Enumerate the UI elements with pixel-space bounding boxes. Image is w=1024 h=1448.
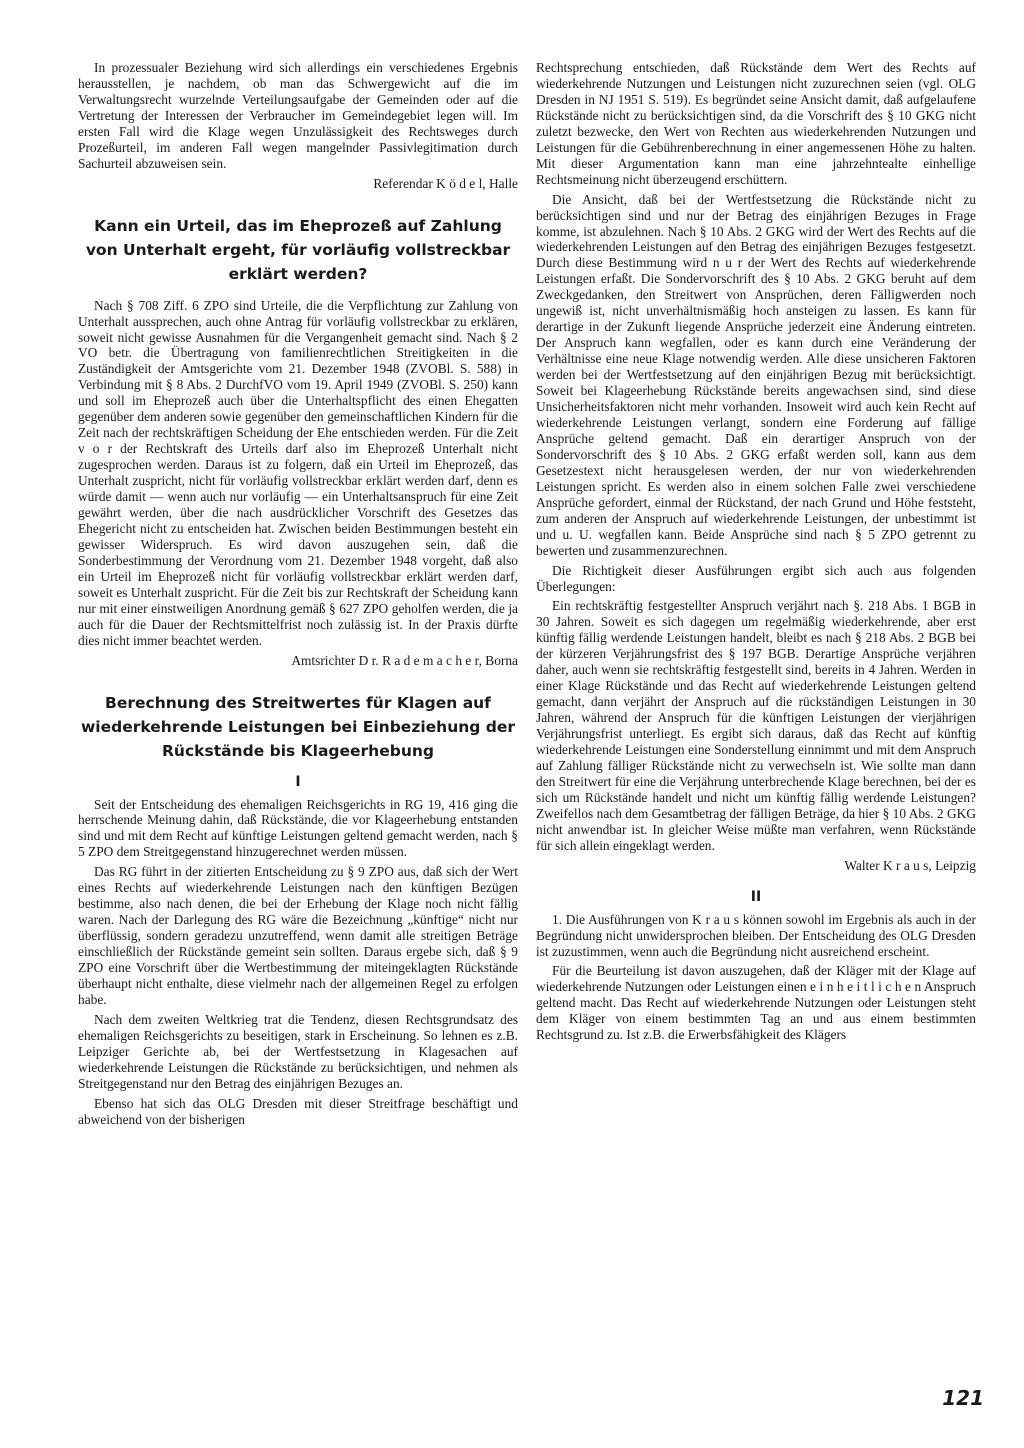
page-number: 121 (942, 1386, 984, 1410)
article-heading: Kann ein Urteil, das im Eheprozeß auf Zahlung von Unterhalt ergeht, für vorläufig vollstreckbar erklärt werden? (85, 216, 511, 283)
author-signature: Referendar K ö d e l, Halle (373, 175, 518, 191)
right-column (536, 60, 976, 1128)
paragraph: Die Ansicht, daß bei der Wertfestsetzung die Rückstände nicht zu berücksichtigen sind und nur der Betrag des einjährigen Bezuges in Frage komme, ist abzulehnen. Nach § 10 Abs. 2 GKG wird der Wert des Rechts auf die wiederkehrenden Leistungen auf den Betrag des einjährigen Bezuges festgesetzt. Durch diese Bestimmung wird n u r der Wert des Rechts auf wiederkehrende Leistungen erfaßt. Die Sondervorschrift des § 10 Abs. 2 GKG beruht auf dem Zweckgedanken, den Streitwert von Ansprüchen, deren Fälligwerden noch ungewiß ist, nicht unverhältnismäßig hoch ansteigen zu lassen. Es kann für derartige in der Zukunft liegende Ansprüche jederzeit eine Änderung eintreten. Der Anspruch kann wegfallen, oder es kann durch eine Veränderung der Verhältnisse eine neue Klage notwendig werden. Alle diese unsicheren Faktoren werden bei der Wertfestsetzung auf den einjährigen Bezug mit berücksichtigt. Soweit bei Klageerhebung Rückstände bereits angewachsen sind, sind diese Unsicherheitsfaktoren nicht mehr vorhanden. Insoweit wird auch kein Recht auf wiederkehrende Leistungen verlangt, sondern eine Forderung auf fällige Ansprüche geltend gemacht. Daß ein derartiger Anspruch von der Sondervorschrift des § 10 Abs. 2 GKG erfaßt werden soll, kann aus dem Gesetzestext nicht herausgelesen werden, der nur von wiederkehrenden Leistungen spricht. Es werden also in einem solchen Falle zwei verschiedene Ansprüche gefordert, einmal der Rückstand, der nach Grund und Höhe feststeht, zum anderen der Anspruch auf wiederkehrende Leistungen, der unbestimmt ist und u. U. wegfallen kann. Beide Ansprüche sind nach § 5 ZPO getrennt zu bewerten und zusammenzurechnen. (536, 191, 976, 558)
paragraph: Für die Beurteilung ist davon auszugehen, daß der Kläger mit der Klage auf wiederkehrende Nutzungen oder Leistungen einen e i n h e i t l i c h e n Anspruch geltend macht. Das Recht auf wiederkehrende Nutzungen oder Leistungen steht dem Kläger von einem bestimmten Tag an und aus einem bestimmten Rechtsgrund zu. Ist z.B. die Erwerbsfähigkeit des Klägers (536, 963, 976, 1043)
paragraph: Nach dem zweiten Weltkrieg trat die Tendenz, diesen Rechtsgrundsatz des ehemaligen Reichsgerichts zu beseitigen, stark in Erscheinung. So lehnen es z.B. Leipziger Gerichte ab, bei der Wertfestsetzung in Klagesachen auf wiederkehrende Leistungen die Rückstände zu berücksichtigen, und nehmen als Streitgegenstand nur den Betrag des einjährigen Bezuges an. (78, 1011, 518, 1091)
paragraph: Nach § 708 Ziff. 6 ZPO sind Urteile, die die Verpflichtung zur Zahlung von Unterhalt aussprechen, auch ohne Antrag für vorläufig vollstreckbar zu erklären, soweit nicht gewisse Ausnahmen für die Vergangenheit gemacht sind. Nach § 2 VO betr. die Übertragung von familienrechtlichen Streitigkeiten in die Zuständigkeit der Amtsgerichte vom 21. Dezember 1948 (ZVOBl. S. 588) in Verbindung mit § 8 Abs. 2 DurchfVO vom 19. April 1949 (ZVOBl. S. 250) kann und soll im Eheprozeß auch über die Unterhaltspflicht des einen Ehegatten gegenüber dem anderen sowie gegenüber den gemeinschaftlichen Kindern für die Zeit nach der rechtskräftigen Scheidung der Ehe entschieden werden. Für die Zeit v o r der Rechtskraft des Urteils darf also im Eheprozeß Unterhalt nicht zugesprochen werden. Daraus ist zu folgern, daß ein Urteil im Eheprozeß, das Unterhalt zuspricht, nicht für vorläufig vollstreckbar erklärt werden darf, denn es würde damit — wenn auch nur vorläufig — ein Unterhaltsanspruch für eine Zeit gewährt werden, über die nach ausdrücklicher Vorschrift des Gesetzes das Ehegericht nicht zu entscheiden hat. Zwischen beiden Bestimmungen besteht ein gewisser Widerspruch. Es wird davon auszugehen sein, daß die Sonderbestimmung der Verordnung vom 21. Dezember 1948 vorgeht, daß also ein Urteil im Eheprozeß nicht für vorläufig vollstreckbar erklärt werden darf, soweit es Unterhalt zuspricht. Für die Zeit bis zur Rechtskraft der Scheidung kann nur mit einer einstweiligen Anordnung gemäß § 627 ZPO geholfen werden, die ja auch für die Dauer der Rechtsmittelfrist noch zulässig ist. In der Praxis dürfte dies nicht immer beachtet werden. (78, 297, 518, 648)
paragraph: In prozessualer Beziehung wird sich allerdings ein verschiedenes Ergebnis herausstellen, je nachdem, ob man das Schwergewicht auf die im Verwaltungsrecht wurzelnde Verteilungsaufgabe der Gemeinden oder auf die Vertretung der Interessen der Verbraucher im Gemeindegebiet legen will. Im ersten Fall wird die Klage wegen Unzulässigkeit des Rechtsweges durch Prozeßurteil, im anderen Fall wegen mangelnder Passivlegitimation durch Sachurteil abzuweisen sein. (78, 60, 518, 171)
author-signature: Amtsrichter D r. R a d e m a c h e r, Borna (291, 652, 518, 668)
paragraph: Das RG führt in der zitierten Entscheidung zu § 9 ZPO aus, daß sich der Wert eines Rechts auf wiederkehrende Leistungen nach den künftigen Bezügen bestimme, also nach denen, die bei der Erhebung der Klage noch nicht fällig waren. Nach der Darlegung des RG wäre die Bezeichnung „künftige“ nicht nur überflüssig, sondern geradezu unzutreffend, wenn damit alle streitigen Beträge einschließlich der Rückstände gemeint sein sollten. Daraus ergebe sich, daß § 9 ZPO eine Vorschrift über die Wertbestimmung der miteingeklagten Rückstände überhaupt nicht enthalte, diese vielmehr nach der allgemeinen Regel zu erfolgen habe. (78, 864, 518, 1007)
paragraph: Seit der Entscheidung des ehemaligen Reichsgerichts in RG 19, 416 ging die herrschende Meinung dahin, daß Rückstände, die vor Klageerhebung entstanden sind und mit dem Recht auf künftige Leistungen geltend gemacht werden, nach § 5 ZPO dem Streitgegenstand hinzugerechnet werden müssen. (78, 796, 518, 860)
paragraph: 1. Die Ausführungen von K r a u s können sowohl im Ergebnis als auch in der Begründung nicht unwidersprochen bleiben. Der Entscheidung des OLG Dresden ist zuzustimmen, wenn auch die Begründung nicht ausreichend erscheint. (536, 911, 976, 959)
paragraph: Die Richtigkeit dieser Ausführungen ergibt sich auch aus folgenden Überlegungen: (536, 562, 976, 594)
author-signature: Walter K r a u s, Leipzig (844, 857, 976, 873)
section-number: II (750, 888, 762, 905)
left-column (78, 60, 518, 1128)
paragraph: Ebenso hat sich das OLG Dresden mit dieser Streitfrage beschäftigt und abweichend von der bisherigen (78, 1095, 518, 1127)
paragraph: Rechtsprechung entschieden, daß Rückstände dem Wert des Rechts auf wiederkehrende Nutzungen und Leistungen nicht zuzurechnen seien (vgl. OLG Dresden in NJ 1951 S. 519). Es begründet seine Ansicht damit, daß aufgelaufene Rückstände nicht zu berücksichtigen sind, da die Vorschrift des § 10 GKG nicht zuletzt bezwecke, den Wert von Rechten aus wiederkehrenden Nutzungen und Leistungen für die Gebührenberechnung in einer angemessenen Höhe zu halten. Mit dieser Argumentation kann man eine jahrzehntealte einhellige Rechtsmeinung nicht überzeugend erschüttern. (536, 60, 976, 187)
article-heading: Berechnung des Streitwertes für Klagen auf wiederkehrende Leistungen bei Einbeziehung der Rückstände bis Klageerhebung (80, 693, 516, 760)
paragraph: Ein rechtskräftig festgestellter Anspruch verjährt nach §. 218 Abs. 1 BGB in 30 Jahren. Soweit es sich dagegen um regelmäßig wiederkehrende, aber erst künftig fällig werdende Leistungen handelt, bleibt es nach § 218 Abs. 2 BGB bei der kürzeren Verjährungsfrist des § 197 BGB. Derartige Ansprüche verjähren daher, auch wenn sie rechtskräftig festgestellt sind, bereits in 4 Jahren. Werden in einer Klage Rückstände und das Recht auf wiederkehrende Leistungen geltend gemacht, dann verjährt der Anspruch auf die rückständigen Leistungen in 30 Jahren, während der Anspruch für die künftigen Leistungen der vierjährigen Verjährungsfrist unterliegt. Es ergibt sich daraus, daß das Recht auf künftig wiederkehrende Leistungen eine Sonderstellung einnimmt und mit dem Anspruch auf Zahlung fälliger Rückstände nicht zu verwechseln ist. Wie sollte man dann den Streitwert für eine die Verjährung unterbrechende Klage berechnen, bei der es sich um Rückstände handelt und nicht um künftig fällig werdende Leistungen? Zweifellos nach dem Gesamtbetrag der fälligen Beträge, da hier § 10 Abs. 2 GKG nicht anwendbar ist. In gleicher Weise müßte man verfahren, wenn Rückstände für sich allein eingeklagt werden. (536, 598, 976, 853)
section-number: I (295, 773, 301, 790)
